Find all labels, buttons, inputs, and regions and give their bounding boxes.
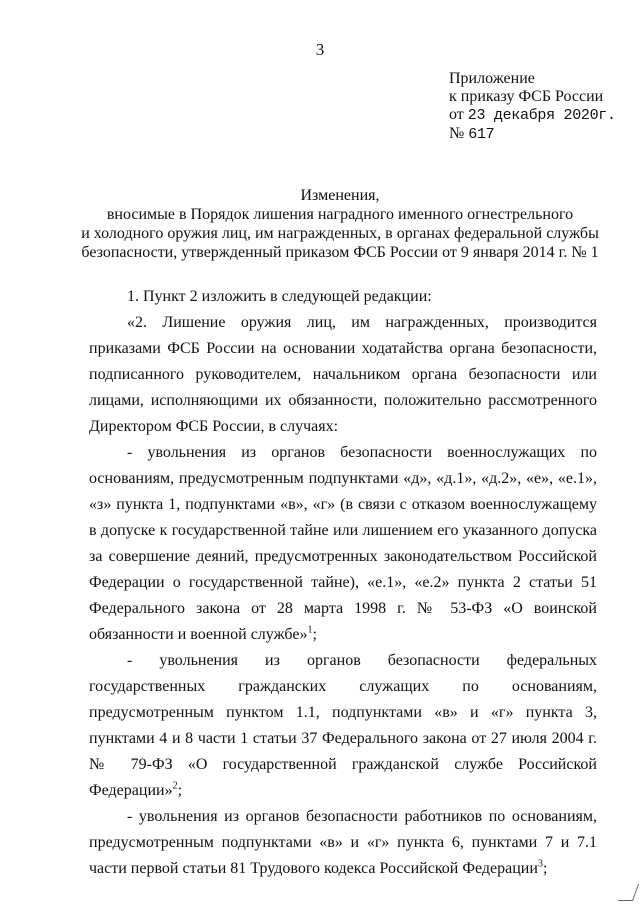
title-line-4: безопасности, утвержденный приказом ФСБ России от 9 января 2014 г. № 1 (81, 244, 599, 261)
footnote-ref-1: 1 (307, 624, 313, 636)
paragraph-4-end: ; (177, 782, 183, 799)
paragraph-5-end: ; (542, 860, 548, 877)
title-line-1: Изменения, (300, 187, 380, 204)
appendix-number: 617 (468, 126, 495, 143)
page-number: 3 (315, 40, 325, 59)
appendix-date: 23 декабря 2020г. (467, 107, 616, 124)
paragraph-5 (89, 804, 597, 882)
document-body (89, 284, 597, 882)
appendix-block (449, 70, 616, 144)
paragraph-3 (89, 440, 597, 648)
appendix-line-2: к приказу ФСБ России (449, 88, 604, 105)
paragraph-3-text: - увольнения из органов безопасности военнослужащих по основаниям, предусмотренным подпунктами «д», «д.1», «д.2», «е», «е.1», «з» пункта 1, подпунктами «в», «г» (в связи с отказом военнослужащему в допуске к государственной тайне или лишением его указанного допуска за совершение деяний, предусмотренных законодательством Российской Федерации о государственной тайне), «е.1», «е.2» пункта 2 статьи 51 Федерального закона от 28 марта 1998 г. № 53-ФЗ «О воинской обязанности и военной службе» (89, 444, 597, 643)
paragraph-4 (89, 648, 597, 804)
title-line-3: и холодного оружия лиц, им награжденных, в органах федеральной службы (81, 225, 599, 242)
appendix-line-1: Приложение (449, 70, 535, 87)
appendix-date-prefix: от (449, 106, 468, 123)
paragraph-1: 1. Пункт 2 изложить в следующей редакции: (127, 288, 432, 305)
appendix-line-3 (449, 106, 616, 125)
appendix-number-prefix: № (449, 125, 469, 142)
appendix-line-4 (449, 125, 616, 144)
paragraph-4-text: - увольнения из органов безопасности федеральных государственных гражданских служащих по основаниям, предусмотренным пунктом 1.1, подпунктами «в» и «г» пункта 3, пунктами 4 и 8 части 1 статьи 37 Федерального закона от 27 июля 2004 г. № 79-ФЗ «О государственной гражданской службе Российской Федерации» (89, 652, 597, 799)
footnote-ref-3: 3 (537, 858, 543, 870)
document-title (60, 186, 620, 262)
paragraph-3-end: ; (312, 626, 317, 643)
title-line-2: вносимые в Порядок лишения наградного именного огнестрельного (106, 206, 574, 223)
paragraph-2: «2. Лишение оружия лиц, им награжденных, производится приказами ФСБ России на основании ходатайства органа безопасности, подписанного руководителем, начальником органа безопасности или лицами, исполняющими их обязанности, положительно рассмотренного Директором ФСБ России, в случаях: (89, 314, 597, 435)
paragraph-5-text: - увольнения из органов безопасности работников по основаниям, предусмотренным подпунктами «в» и «г» пункта 6, пунктами 7 и 7.1 части первой статьи 81 Трудового кодекса Российской Федерации (89, 808, 597, 877)
scan-corner-mark (618, 884, 639, 901)
footnote-ref-2: 2 (172, 780, 178, 792)
